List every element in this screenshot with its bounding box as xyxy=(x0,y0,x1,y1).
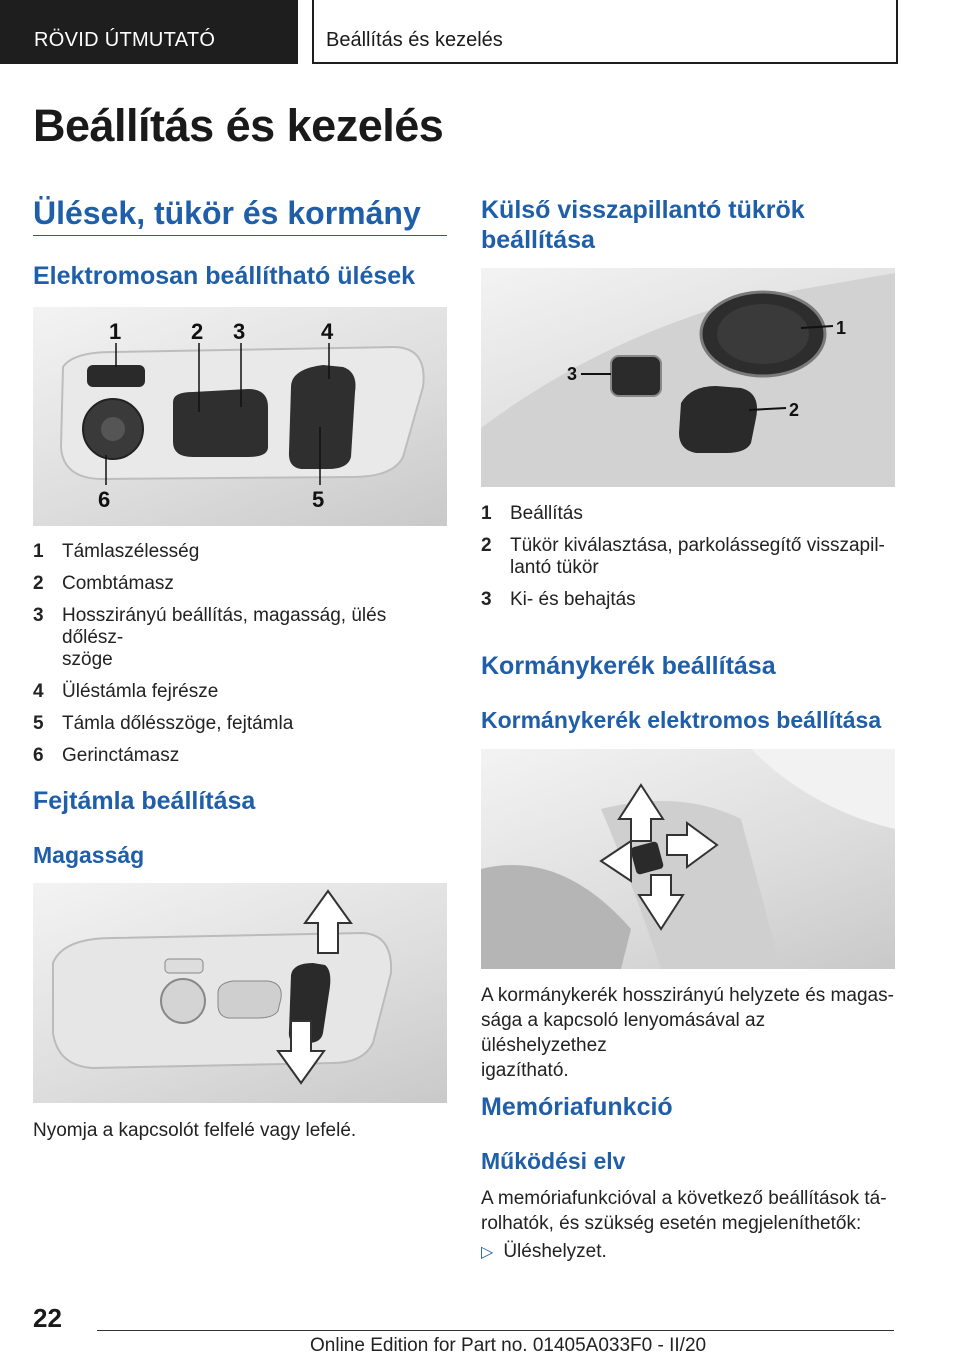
footer-edition: Online Edition for Part no. 01405A033F0 - II/20 xyxy=(310,1335,707,1356)
mirror-controls-image xyxy=(481,268,895,487)
header-chapter-tab xyxy=(312,0,898,64)
heading-seats: Ülések, tükör és kormány xyxy=(33,195,421,231)
steering-instruction: A kormánykerék hosszirányú helyzete és magas- sága a kapcsoló lenyomásával az üléshelyzethez igazítható. xyxy=(481,985,894,1081)
page-number: 22 xyxy=(33,1303,62,1333)
heading-rule xyxy=(33,235,447,236)
heading-headrest: Fejtámla beállítása xyxy=(33,787,256,815)
heading-height: Magasság xyxy=(33,842,145,868)
callout-1: 1 xyxy=(836,318,847,338)
footer-rule xyxy=(97,1330,894,1331)
headrest-switch-illustration xyxy=(33,883,447,1103)
header-section-label: RÖVID ÚTMUTATÓ xyxy=(34,29,216,51)
height-instruction: Nyomja a kapcsolót felfelé vagy lefelé. xyxy=(33,1120,357,1141)
steering-switch-illustration xyxy=(481,749,895,969)
callout-3: 3 xyxy=(233,319,246,344)
heading-electric-seats: Elektromosan beállítható ülések xyxy=(33,262,416,290)
callout-4: 4 xyxy=(321,319,334,344)
list-item: 1 Támlaszélesség xyxy=(33,541,200,562)
callout-5: 5 xyxy=(312,487,325,512)
bullet-triangle-icon: ▷ xyxy=(481,1244,494,1261)
list-item: 4 Üléstámla fejrésze xyxy=(33,681,219,702)
list-item: 1 Beállítás xyxy=(481,503,583,524)
list-item: 2 Combtámasz xyxy=(33,573,174,594)
callout-3: 3 xyxy=(567,364,578,384)
steering-switch-image xyxy=(481,749,895,969)
bullet-item-seat-position xyxy=(481,1241,607,1263)
memory-description: A memóriafunkcióval a következő beállítások tá- rolhatók, és szükség esetén megjeleníthetők: xyxy=(481,1188,887,1234)
header-section-tab xyxy=(0,0,298,64)
list-item: 5 Támla dőlésszöge, fejtámla xyxy=(33,713,294,734)
seat-controls-image xyxy=(33,307,447,526)
heading-steering-wheel: Kormánykerék beállítása xyxy=(481,652,776,680)
seat-legend-list xyxy=(33,541,447,777)
list-item: 3 Ki- és behajtás xyxy=(481,589,636,610)
headrest-switch-image xyxy=(33,883,447,1103)
mirror-controls-illustration xyxy=(481,268,895,487)
callout-2: 2 xyxy=(191,319,204,344)
list-item: 2 Tükör kiválasztása, parkolássegítő visszapil- lantó tükör xyxy=(481,535,885,578)
mirror-legend-list xyxy=(481,503,895,621)
heading-principle: Működési elv xyxy=(481,1148,626,1174)
seat-controls-illustration xyxy=(33,307,447,526)
page-title: Beállítás és kezelés xyxy=(33,100,444,151)
callout-6: 6 xyxy=(98,487,111,512)
heading-memory: Memóriafunkció xyxy=(481,1093,673,1121)
list-item: 3 Hosszirányú beállítás, magasság, ülés dőlész- szöge xyxy=(33,605,387,670)
header-chapter-label: Beállítás és kezelés xyxy=(326,29,503,51)
heading-steering-electric: Kormánykerék elektromos beállítása xyxy=(481,707,882,733)
bullet-text: Üléshelyzet. xyxy=(503,1241,607,1262)
list-item: 6 Gerinctámasz xyxy=(33,745,180,766)
callout-1: 1 xyxy=(109,319,122,344)
heading-mirrors: Külső visszapillantó tükrök beállítása xyxy=(481,196,805,254)
callout-2: 2 xyxy=(789,400,800,420)
